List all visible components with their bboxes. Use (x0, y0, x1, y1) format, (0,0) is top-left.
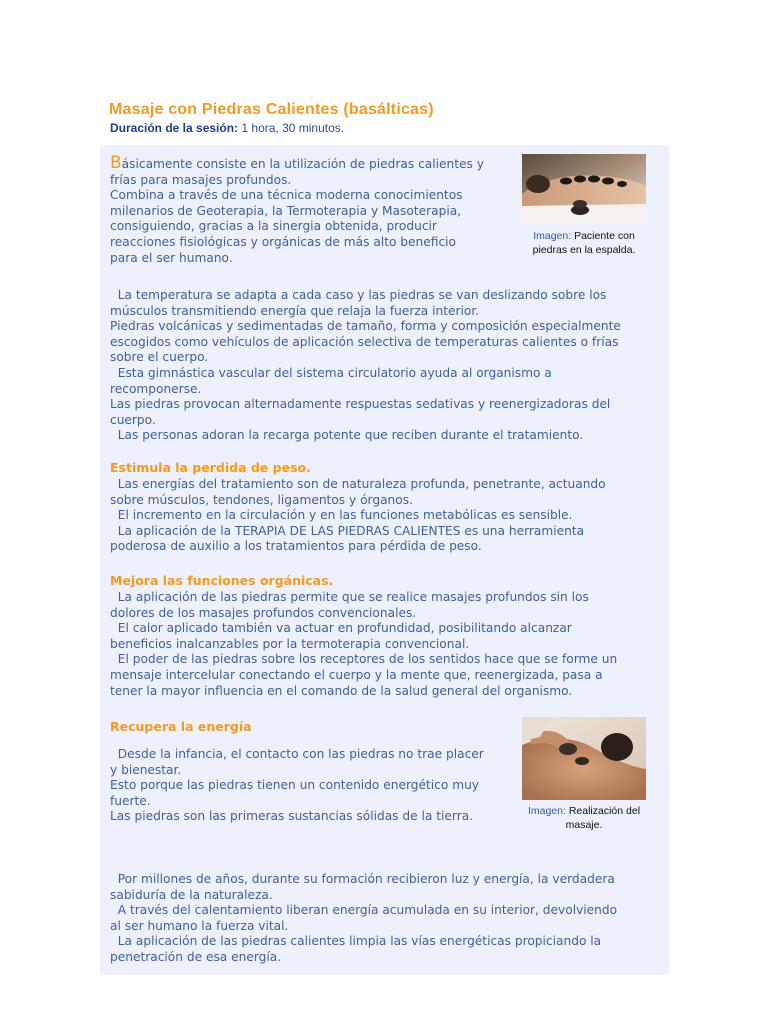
article-panel (100, 145, 669, 975)
duration-label: Duración de la sesión: (110, 121, 239, 135)
figure-1-text: Paciente con piedras en la espalda. (532, 230, 636, 256)
heading-organic-functions: Mejora las funciones orgánicas. (110, 573, 334, 588)
page-title: Masaje con Piedras Calientes (basálticas) (109, 101, 434, 118)
stones-on-back-photo (522, 154, 646, 224)
figure-2-label: Imagen: (527, 805, 566, 817)
session-duration (110, 121, 344, 135)
figure-2-text: Realización del masaje. (565, 805, 641, 831)
heading-weight-loss: Estimula la perdida de peso. (110, 460, 311, 475)
drop-cap: B (110, 153, 122, 173)
figure-2-caption (516, 805, 652, 832)
intro-paragraph (110, 153, 484, 266)
weight-loss-paragraph: Las energías del tratamiento son de naturaleza profunda, penetrante, actuando sobre músculos, tendones, ligamentos y órganos. El incremento en la circulación y en las funciones metabólicas es sensible. La aplicación de la TERAPIA DE LAS PIEDRAS CALIENTES es una herramienta poderosa de auxilio a los tratamientos para pérdida de peso. (110, 477, 606, 554)
organic-functions-paragraph: La aplicación de las piedras permite que se realice masajes profundos sin los dolores de los masajes profundos convencionales. El calor aplicado también va actuar en profundidad, posibilitando alcanzar beneficios inalcanzables por la termoterapia convencional. El poder de las piedras sobre los receptores de los sentidos hace que se forme un mensaje intercelular conectando el cuerpo y la mente que, reenergizada, pasa a tener la mayor influencia en el comando de la salud general del organismo. (110, 590, 618, 698)
massage-photo (522, 717, 646, 800)
closing-paragraph: Por millones de años, durante su formación recibieron luz y energía, la verdadera sabiduría de la naturaleza. A través del calentamiento liberan energía acumulada en su interior, devolviendo al ser humano la fuerza vital. La aplicación de las piedras calientes limpia las vías energéticas propiciando la penetración de esa energía. (110, 872, 618, 964)
figure-1-caption (516, 230, 652, 257)
heading-energy: Recupera la energía (110, 719, 252, 734)
intro-text: ásicamente consiste en la utilización de piedras calientes y frías para masajes profundos. Combina a través de una técnica moderna conocimientos milenarios de Geoterapia, la Termoterapia y Masoterapia, consiguiendo, gracias a la sinergia obtenida, producir reacciones fisiológicas y orgánicas de más alto beneficio para el ser humano. (110, 157, 484, 265)
energy-paragraph: Desde la infancia, el contacto con las piedras no trae placer y bienestar. Esto porque las piedras tienen un contenido energético muy fuerte. Las piedras son las primeras sustancias sólidas de la tierra. (110, 747, 484, 824)
figure-1-label: Imagen: (533, 230, 572, 242)
duration-value: 1 hora, 30 minutos. (241, 121, 345, 135)
body-paragraph: La temperatura se adapta a cada caso y las piedras se van deslizando sobre los músculos transmitiendo energía que relaja la fuerza interior. Piedras volcánicas y sedimentadas de tamaño, forma y composición especialmente escogidos como vehículos de aplicación selectiva de temperaturas calientes o frías sobre el cuerpo. Esta gimnástica vascular del sistema circulatorio ayuda al organismo a recomponerse. Las piedras provocan alternadamente respuestas sedativas y reenergizadoras del cuerpo. Las personas adoran la recarga potente que reciben durante el tratamiento. (110, 288, 621, 443)
